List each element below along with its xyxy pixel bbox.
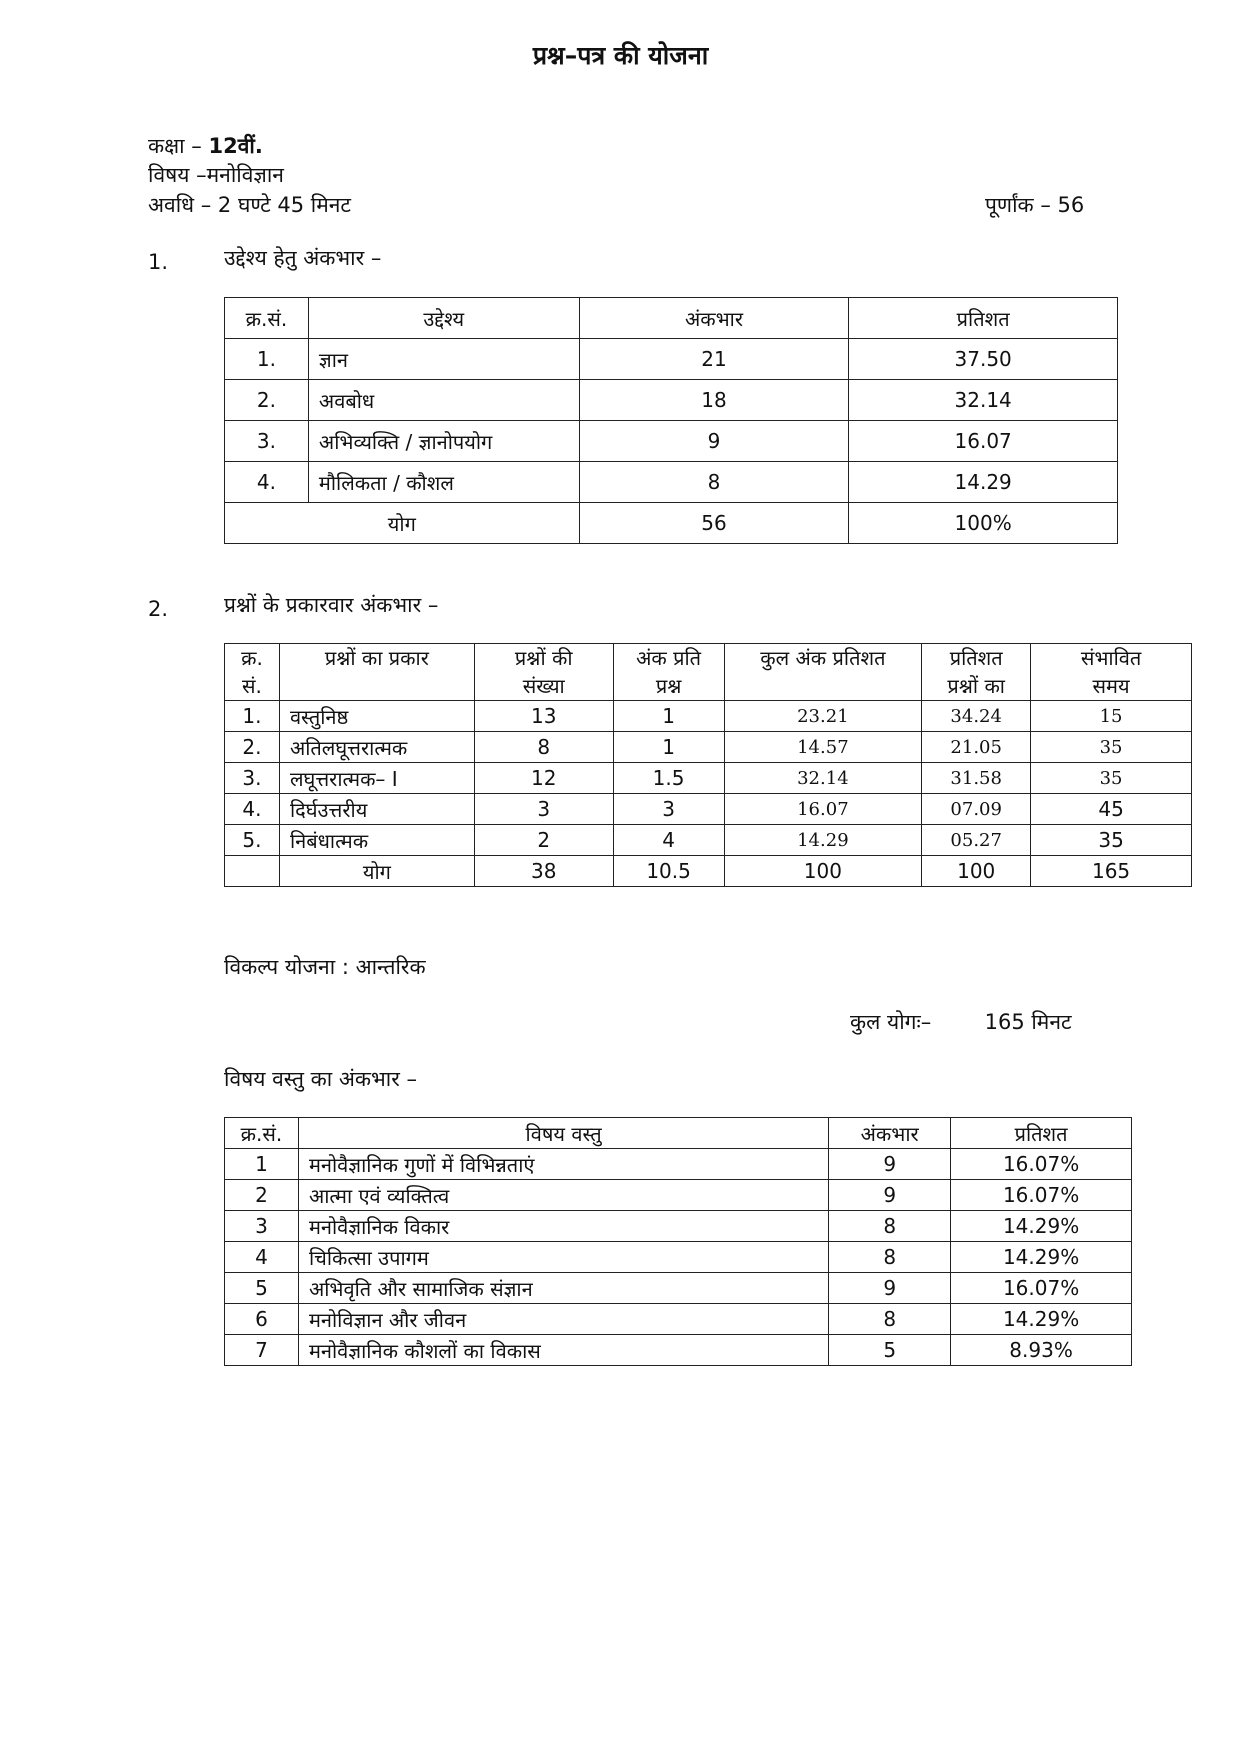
table-row xyxy=(225,380,1118,421)
question-count: 13 xyxy=(474,701,613,732)
marks-per-question: 1.5 xyxy=(613,763,724,794)
estimated-time: 35 xyxy=(1031,732,1192,763)
marks-per-question: 4 xyxy=(613,825,724,856)
column-header: क्र.सं. xyxy=(225,1118,299,1149)
column-header: सं. xyxy=(225,672,280,701)
objective-name: ज्ञान xyxy=(308,339,579,380)
marks-value: 9 xyxy=(579,421,849,462)
question-count: 2 xyxy=(474,825,613,856)
estimated-time: 35 xyxy=(1031,763,1192,794)
column-header: प्रतिशत xyxy=(922,644,1031,673)
row-number: 5 xyxy=(225,1273,299,1304)
question-count: 8 xyxy=(474,732,613,763)
question-type: लघूत्तरात्मक– I xyxy=(279,763,474,794)
content-table xyxy=(224,1117,1132,1366)
table-row xyxy=(225,1149,1132,1180)
marks-value: 8 xyxy=(829,1211,951,1242)
total-marks: 56 xyxy=(579,503,849,544)
content-name: मनोवैज्ञानिक कौशलों का विकास xyxy=(298,1335,828,1366)
marks-per-question: 3 xyxy=(613,794,724,825)
percent-value: 16.07% xyxy=(951,1149,1132,1180)
total-marks-percent: 100 xyxy=(724,856,922,887)
column-header: संभावित xyxy=(1031,644,1192,673)
marks-value: 5 xyxy=(829,1335,951,1366)
row-number: 7 xyxy=(225,1335,299,1366)
total-marks-percent: 23.21 xyxy=(724,701,922,732)
column-header: उद्देश्य xyxy=(308,298,579,339)
table-row xyxy=(225,732,1192,763)
table-row xyxy=(225,339,1118,380)
percent-value: 16.07 xyxy=(849,421,1118,462)
section1-heading: उद्देश्य हेतु अंकभार – xyxy=(224,246,382,270)
total-count: 38 xyxy=(474,856,613,887)
content-name: चिकित्सा उपागम xyxy=(298,1242,828,1273)
table-header-row xyxy=(225,1118,1132,1149)
row-number: 4 xyxy=(225,1242,299,1273)
objective-name: अवबोध xyxy=(308,380,579,421)
table-row xyxy=(225,1242,1132,1273)
percent-value: 14.29% xyxy=(951,1242,1132,1273)
question-type: अतिलघूत्तरात्मक xyxy=(279,732,474,763)
table-header-row xyxy=(225,672,1192,701)
percent-value: 14.29% xyxy=(951,1211,1132,1242)
percent-value: 14.29 xyxy=(849,462,1118,503)
row-number: 1 xyxy=(225,1149,299,1180)
estimated-time: 35 xyxy=(1031,825,1192,856)
total-marks-per: 10.5 xyxy=(613,856,724,887)
column-header: प्रतिशत xyxy=(951,1118,1132,1149)
table-header-row xyxy=(225,644,1192,673)
objective-name: अभिव्यक्ति / ज्ञानोपयोग xyxy=(308,421,579,462)
column-header: प्रश्नों की xyxy=(474,644,613,673)
question-percent: 31.58 xyxy=(922,763,1031,794)
question-percent: 07.09 xyxy=(922,794,1031,825)
total-time: 165 xyxy=(1031,856,1192,887)
question-percent: 05.27 xyxy=(922,825,1031,856)
column-header: अंक प्रति xyxy=(613,644,724,673)
table-row xyxy=(225,1180,1132,1211)
question-type: दिर्घउत्तरीय xyxy=(279,794,474,825)
total-row xyxy=(225,503,1118,544)
marks-value: 21 xyxy=(579,339,849,380)
estimated-time: 15 xyxy=(1031,701,1192,732)
marks-per-question: 1 xyxy=(613,732,724,763)
grand-total-value: 165 मिनट xyxy=(984,1010,1072,1034)
percent-value: 16.07% xyxy=(951,1180,1132,1211)
class-line xyxy=(148,132,263,160)
total-marks-percent: 14.29 xyxy=(724,825,922,856)
column-header: विषय वस्तु xyxy=(298,1118,828,1149)
table-row xyxy=(225,794,1192,825)
row-number: 2. xyxy=(225,732,280,763)
question-type: वस्तुनिष्ठ xyxy=(279,701,474,732)
marks-value: 9 xyxy=(829,1149,951,1180)
subject-line: विषय –मनोविज्ञान xyxy=(148,163,284,187)
row-number: 1. xyxy=(225,701,280,732)
content-name: आत्मा एवं व्यक्तित्व xyxy=(298,1180,828,1211)
column-header: प्रश्न xyxy=(613,672,724,701)
column-header: कुल अंक प्रतिशत xyxy=(724,644,922,673)
full-marks: पूर्णांक – 56 xyxy=(985,193,1085,217)
marks-value: 9 xyxy=(829,1273,951,1304)
class-value: 12वीं. xyxy=(208,134,263,158)
row-number: 2 xyxy=(225,1180,299,1211)
column-header: अंकभार xyxy=(579,298,849,339)
total-percent: 100% xyxy=(849,503,1118,544)
section3-heading: विषय वस्तु का अंकभार – xyxy=(224,1067,417,1091)
table-row xyxy=(225,1211,1132,1242)
total-label: योग xyxy=(225,503,580,544)
section2-number: 2. xyxy=(148,597,169,621)
table-row xyxy=(225,1273,1132,1304)
table-header-row xyxy=(225,298,1118,339)
question-count: 3 xyxy=(474,794,613,825)
grand-total-label: कुल योगः– xyxy=(850,1010,932,1034)
total-marks-percent: 16.07 xyxy=(724,794,922,825)
table-row xyxy=(225,763,1192,794)
column-header: अंकभार xyxy=(829,1118,951,1149)
marks-per-question: 1 xyxy=(613,701,724,732)
row-number: 1. xyxy=(225,339,309,380)
percent-value: 14.29% xyxy=(951,1304,1132,1335)
marks-value: 8 xyxy=(579,462,849,503)
total-label: योग xyxy=(279,856,474,887)
objective-name: मौलिकता / कौशल xyxy=(308,462,579,503)
duration-line: अवधि – 2 घण्टे 45 मिनट xyxy=(148,193,352,217)
row-number: 5. xyxy=(225,825,280,856)
table-row xyxy=(225,701,1192,732)
question-type: निबंधात्मक xyxy=(279,825,474,856)
row-number: 3 xyxy=(225,1211,299,1242)
content-name: मनोविज्ञान और जीवन xyxy=(298,1304,828,1335)
section1-number: 1. xyxy=(148,250,169,274)
question-count: 12 xyxy=(474,763,613,794)
table-row xyxy=(225,825,1192,856)
column-header: प्रतिशत xyxy=(849,298,1118,339)
row-number: 3. xyxy=(225,763,280,794)
table-row xyxy=(225,1304,1132,1335)
grand-total xyxy=(850,1008,1072,1036)
column-header: क्र. xyxy=(225,644,280,673)
table-row xyxy=(225,462,1118,503)
column-header xyxy=(279,672,474,701)
total-marks-percent: 14.57 xyxy=(724,732,922,763)
content-name: अभिवृति और सामाजिक संज्ञान xyxy=(298,1273,828,1304)
option-plan: विकल्प योजना : आन्तरिक xyxy=(224,955,426,979)
column-header: प्रश्नों का प्रकार xyxy=(279,644,474,673)
empty-cell xyxy=(225,856,280,887)
marks-value: 8 xyxy=(829,1242,951,1273)
column-header: प्रश्नों का xyxy=(922,672,1031,701)
percent-value: 16.07% xyxy=(951,1273,1132,1304)
content-name: मनोवैज्ञानिक विकार xyxy=(298,1211,828,1242)
section2-heading: प्रश्नों के प्रकारवार अंकभार – xyxy=(224,593,439,617)
column-header: संख्या xyxy=(474,672,613,701)
total-question-percent: 100 xyxy=(922,856,1031,887)
estimated-time: 45 xyxy=(1031,794,1192,825)
total-marks-percent: 32.14 xyxy=(724,763,922,794)
column-header: समय xyxy=(1031,672,1192,701)
marks-value: 8 xyxy=(829,1304,951,1335)
question-percent: 34.24 xyxy=(922,701,1031,732)
marks-value: 18 xyxy=(579,380,849,421)
column-header xyxy=(724,672,922,701)
question-percent: 21.05 xyxy=(922,732,1031,763)
percent-value: 32.14 xyxy=(849,380,1118,421)
row-number: 2. xyxy=(225,380,309,421)
total-row xyxy=(225,856,1192,887)
question-type-table xyxy=(224,643,1192,887)
row-number: 6 xyxy=(225,1304,299,1335)
marks-value: 9 xyxy=(829,1180,951,1211)
percent-value: 37.50 xyxy=(849,339,1118,380)
table-row xyxy=(225,1335,1132,1366)
page-title: प्रश्न–पत्र की योजना xyxy=(532,41,709,70)
table-row xyxy=(225,421,1118,462)
percent-value: 8.93% xyxy=(951,1335,1132,1366)
column-header: क्र.सं. xyxy=(225,298,309,339)
content-name: मनोवैज्ञानिक गुणों में विभिन्नताएं xyxy=(298,1149,828,1180)
row-number: 4. xyxy=(225,794,280,825)
objective-table xyxy=(224,297,1118,544)
class-label: कक्षा – xyxy=(148,134,202,158)
row-number: 3. xyxy=(225,421,309,462)
row-number: 4. xyxy=(225,462,309,503)
